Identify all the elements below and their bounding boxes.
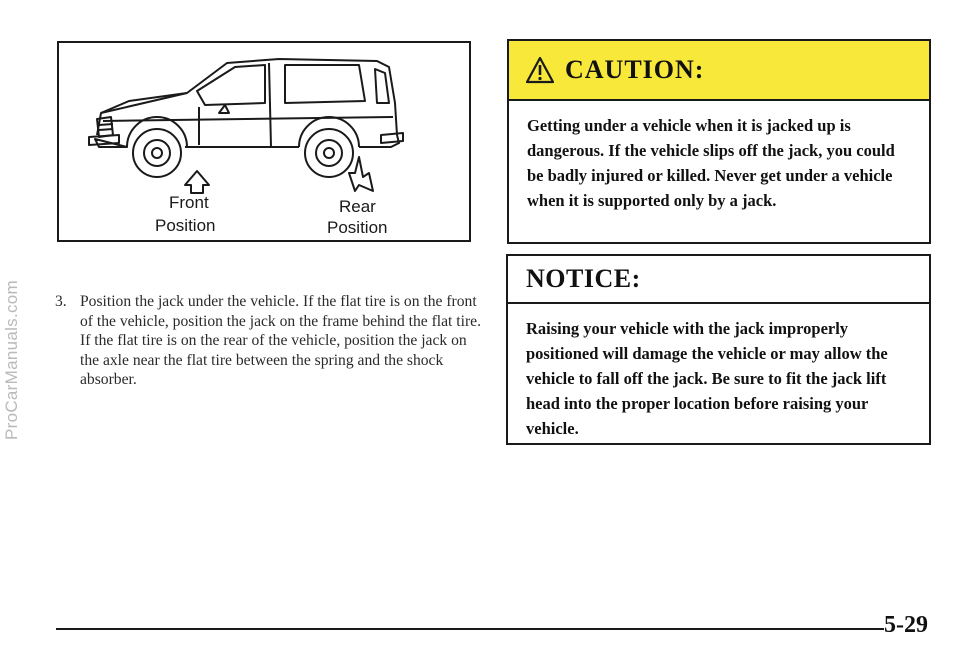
step-number: 3. [55,293,67,310]
front-position-label: Position [155,216,216,235]
jack-position-figure [57,41,471,242]
watermark: ProCarManuals.com [2,279,21,441]
rear-label: Rear [339,197,376,216]
caution-header [509,41,929,101]
caution-title: CAUTION: [565,55,705,84]
notice-header [508,256,929,304]
footer-rule [56,628,884,630]
front-label: Front [169,193,209,212]
page-number: 5-29 [884,612,928,638]
step-3 [55,292,485,390]
warning-triangle-icon [525,56,555,84]
rear-position-label: Position [327,218,388,237]
notice-text: Raising your vehicle with the jack improperly positioned will damage the vehicle or may allow the vehicle to fall off the jack. Be sure to fit the jack lift head into the proper location before raising your vehicle. [526,319,888,438]
notice-box [506,254,931,445]
step-text: Position the jack under the vehicle. If the flat tire is on the front of the vehicle, position the jack on the frame behind the flat tire. If the flat tire is on the rear of the vehicle, position the jack on the axle near the flat tire between the spring and the shock absorber. [80,293,481,388]
notice-title: NOTICE: [526,264,641,293]
caution-text: Getting under a vehicle when it is jacked up is dangerous. If the vehicle slips off the jack, you could be badly injured or killed. Never get under a vehicle when it is supported only by a jack. [527,116,895,210]
vehicle-illustration [59,43,469,240]
caution-box [507,39,931,244]
